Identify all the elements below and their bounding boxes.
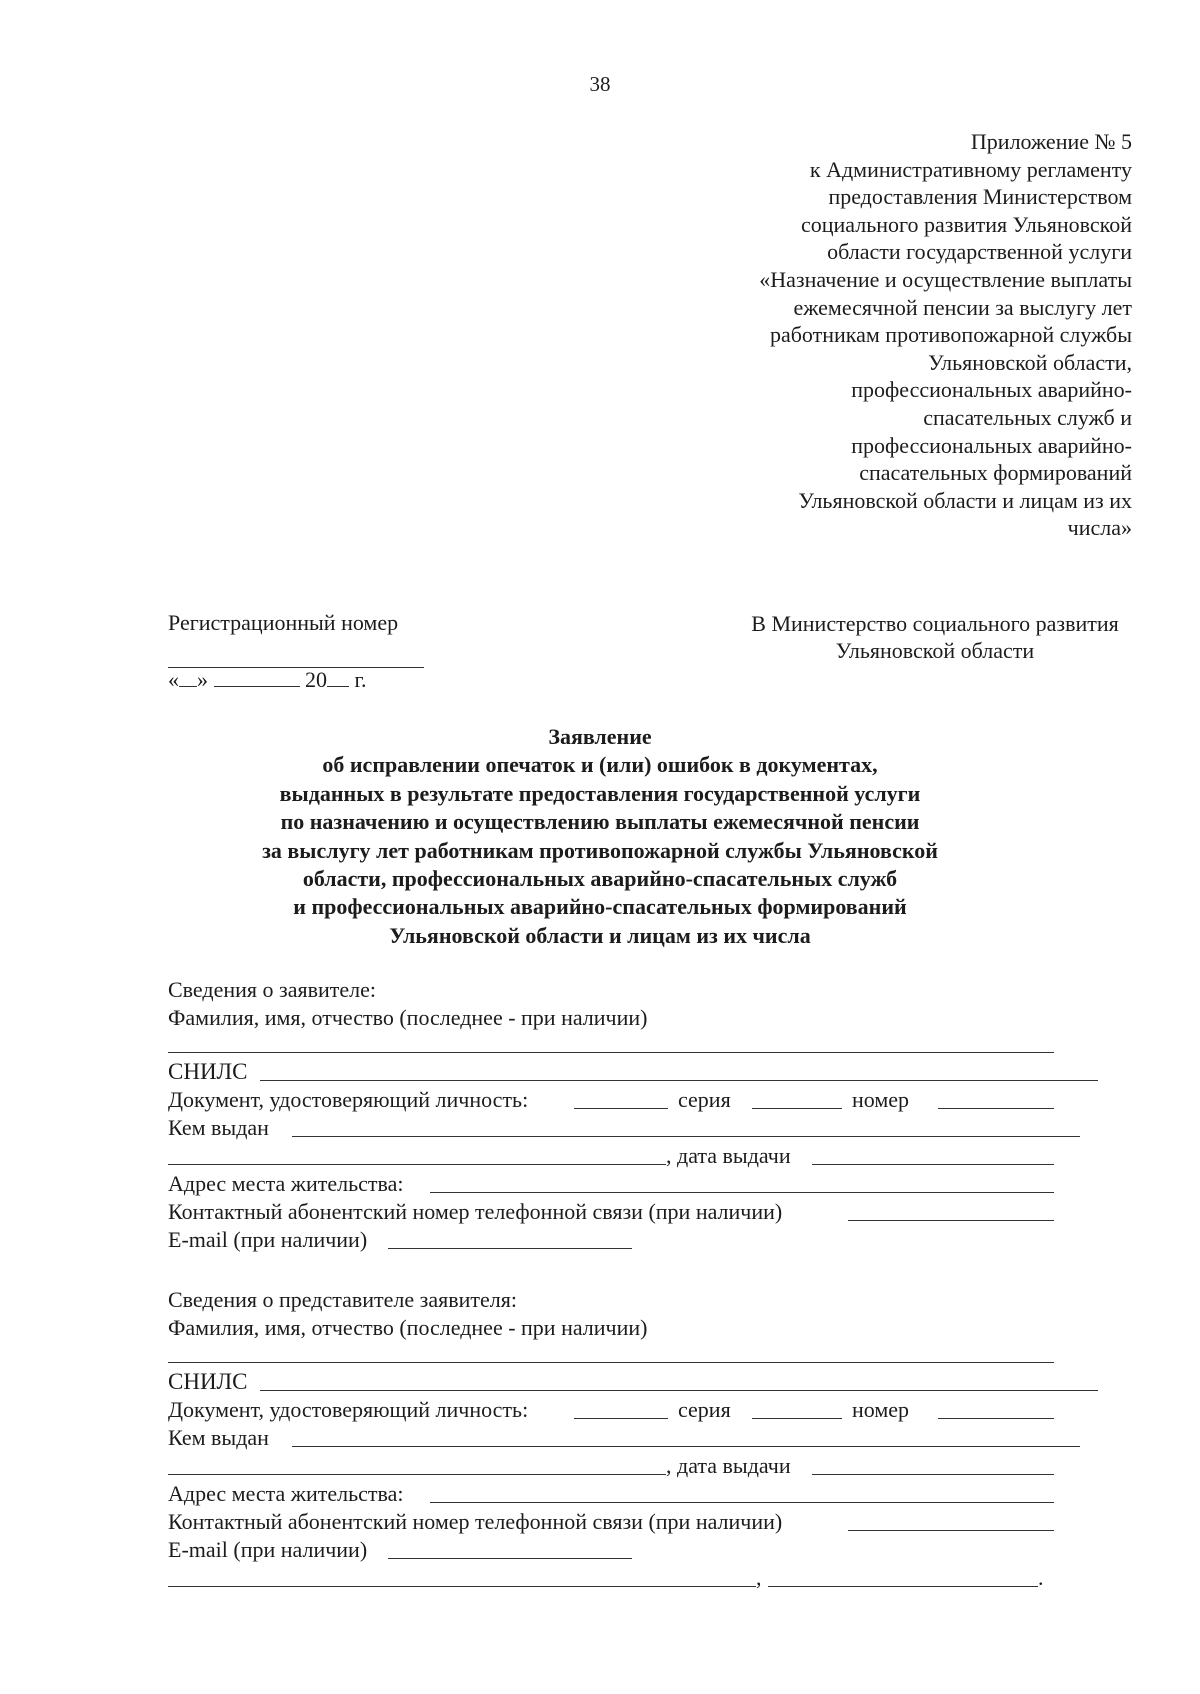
appendix-line: предоставления Министерством xyxy=(828,184,1132,210)
appendix-line: к Административному регламенту xyxy=(809,156,1132,182)
title-line: об исправлении опечаток и (или) ошибок в документах, xyxy=(322,752,878,778)
representative-final-comma: , xyxy=(756,1565,762,1590)
applicant-issued-by-field-2[interactable] xyxy=(168,1164,666,1165)
representative-final-period: . xyxy=(1038,1565,1044,1590)
applicant-series-label: серия xyxy=(678,1087,731,1112)
applicant-fio-label: Фамилия, имя, отчество (последнее - при наличии) xyxy=(168,1005,648,1030)
appendix-line: профессиональных аварийно- xyxy=(851,432,1132,458)
date-quote-open: « xyxy=(168,667,179,692)
representative-issue-date-field[interactable] xyxy=(812,1474,1054,1475)
applicant-issue-date-field[interactable] xyxy=(812,1164,1054,1165)
registration-label: Регистрационный номер xyxy=(168,610,399,635)
representative-email-label: E-mail (при наличии) xyxy=(168,1537,368,1562)
applicant-email-field[interactable] xyxy=(388,1248,632,1249)
representative-issue-date-label: , дата выдачи xyxy=(666,1453,791,1478)
representative-email-field[interactable] xyxy=(388,1558,632,1559)
applicant-email-label: E-mail (при наличии) xyxy=(168,1227,368,1252)
applicant-number-field[interactable] xyxy=(938,1108,1054,1109)
title-line: по назначению и осуществлению выплаты ежемесячной пенсии xyxy=(280,809,920,835)
date-quote-close: » xyxy=(197,667,208,692)
applicant-snils-label: СНИЛС xyxy=(168,1059,248,1084)
registration-date xyxy=(168,666,367,694)
representative-issued-by-field[interactable] xyxy=(292,1446,1080,1447)
appendix-line: социального развития Ульяновской xyxy=(800,211,1132,237)
applicant-issued-by-label: Кем выдан xyxy=(168,1115,269,1140)
representative-series-field[interactable] xyxy=(752,1418,842,1419)
appendix-line: спасательных служб и xyxy=(923,404,1132,430)
representative-id-doc-type-field[interactable] xyxy=(574,1418,668,1419)
appendix-line: области государственной услуги xyxy=(827,239,1132,265)
representative-snils-field[interactable] xyxy=(260,1390,1098,1391)
representative-issued-by-label: Кем выдан xyxy=(168,1425,269,1450)
page-number: 38 xyxy=(589,72,611,96)
registration-number-field[interactable] xyxy=(168,639,424,668)
applicant-section xyxy=(168,976,1098,1254)
appendix-line: Ульяновской области и лицам из их xyxy=(798,487,1132,513)
title-line: области, профессиональных аварийно-спасательных служб xyxy=(302,866,898,892)
representative-snils-label: СНИЛС xyxy=(168,1369,248,1394)
representative-header: Сведения о представителе заявителя: xyxy=(168,1287,517,1312)
applicant-snils-field[interactable] xyxy=(260,1080,1098,1081)
representative-issued-by-field-2[interactable] xyxy=(168,1474,666,1475)
appendix-line: числа» xyxy=(1067,515,1132,541)
appendix-block xyxy=(759,128,1132,542)
representative-phone-field[interactable] xyxy=(848,1530,1054,1531)
date-year-suffix: г. xyxy=(354,667,367,692)
date-day-field[interactable] xyxy=(179,666,197,687)
title-line: выданных в результате предоставления государственной услуги xyxy=(279,780,921,806)
representative-section xyxy=(168,1286,1098,1592)
appendix-line: «Назначение и осуществление выплаты xyxy=(759,266,1132,292)
applicant-address-label: Адрес места жительства: xyxy=(168,1171,404,1196)
title-line: за выслугу лет работникам противопожарной службы Ульяновской xyxy=(262,837,938,863)
appendix-line: Приложение № 5 xyxy=(970,129,1132,154)
applicant-phone-label: Контактный абонентский номер телефонной связи (при наличии) xyxy=(168,1199,783,1224)
representative-phone-label: Контактный абонентский номер телефонной связи (при наличии) xyxy=(168,1509,783,1534)
date-year-prefix: 20 xyxy=(305,667,327,692)
representative-series-label: серия xyxy=(678,1397,731,1422)
appendix-line: ежемесячной пенсии за выслугу лет xyxy=(793,294,1132,320)
title-line: и профессиональных аварийно-спасательных формирований xyxy=(293,894,907,920)
registration-block xyxy=(168,609,428,668)
addressee-line: В Министерство социального развития xyxy=(751,611,1119,636)
document-title xyxy=(150,723,1050,950)
appendix-line: Ульяновской области, xyxy=(928,349,1132,375)
applicant-address-field[interactable] xyxy=(430,1192,1054,1193)
applicant-issue-date-label: , дата выдачи xyxy=(666,1143,791,1168)
applicant-issued-by-field[interactable] xyxy=(292,1136,1080,1137)
applicant-phone-field[interactable] xyxy=(848,1220,1054,1221)
applicant-series-field[interactable] xyxy=(752,1108,842,1109)
applicant-fio-field[interactable] xyxy=(168,1052,1054,1053)
applicant-id-doc-label: Документ, удостоверяющий личность: xyxy=(168,1087,529,1112)
applicant-id-doc-type-field[interactable] xyxy=(574,1108,668,1109)
representative-fio-label: Фамилия, имя, отчество (последнее - при наличии) xyxy=(168,1315,648,1340)
representative-final-field-2[interactable] xyxy=(768,1586,1038,1587)
appendix-line: спасательных формирований xyxy=(859,460,1132,486)
date-month-field[interactable] xyxy=(214,666,300,687)
representative-final-field-1[interactable] xyxy=(168,1586,756,1587)
representative-id-doc-label: Документ, удостоверяющий личность: xyxy=(168,1397,529,1422)
representative-number-label: номер xyxy=(852,1397,910,1422)
representative-address-label: Адрес места жительства: xyxy=(168,1481,404,1506)
title-heading: Заявление xyxy=(548,724,652,749)
representative-fio-field[interactable] xyxy=(168,1362,1054,1363)
representative-address-field[interactable] xyxy=(430,1502,1054,1503)
addressee-block xyxy=(730,610,1140,664)
representative-number-field[interactable] xyxy=(938,1418,1054,1419)
applicant-header: Сведения о заявителе: xyxy=(168,977,377,1002)
addressee-line: Ульяновской области xyxy=(835,638,1035,663)
appendix-line: работникам противопожарной службы xyxy=(769,322,1132,348)
date-year-field[interactable] xyxy=(327,666,349,687)
appendix-line: профессиональных аварийно- xyxy=(851,377,1132,403)
applicant-number-label: номер xyxy=(852,1087,910,1112)
title-line: Ульяновской области и лицам из их числа xyxy=(389,922,811,948)
